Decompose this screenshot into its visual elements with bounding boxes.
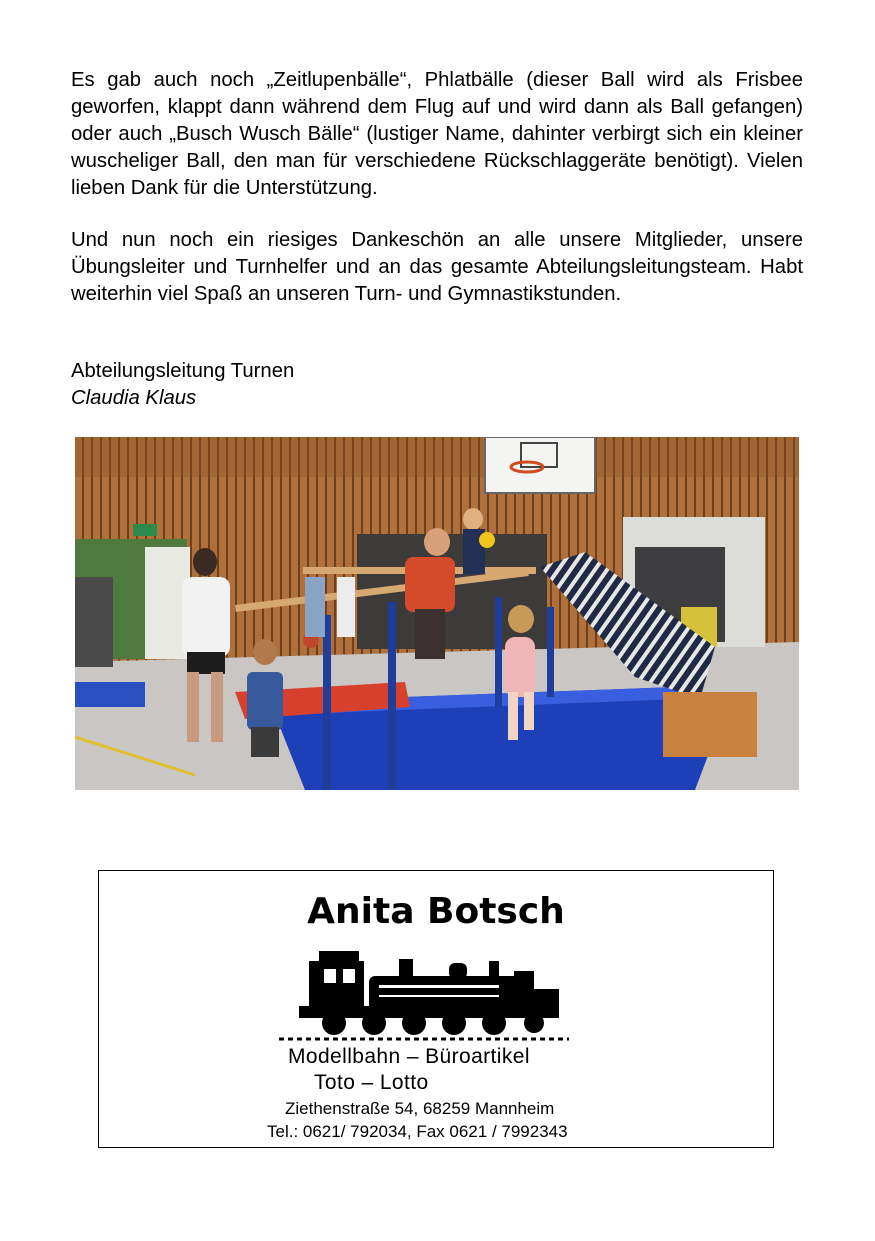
gym-photo [75, 437, 799, 790]
ad-address: Ziethenstraße 54, 68259 Mannheim [285, 1099, 555, 1118]
ad-title: Anita Botsch [307, 891, 565, 932]
steam-locomotive-icon [279, 941, 599, 1041]
ad-lottery-line: Toto – Lotto [314, 1071, 429, 1094]
signature [71, 358, 294, 412]
ad-products-line: Modellbahn – Büroartikel [288, 1045, 530, 1068]
signature-name: Claudia Klaus [71, 387, 197, 409]
advertisement-box [98, 870, 774, 1148]
signature-role: Abteilungsleitung Turnen [71, 360, 295, 382]
article-paragraph-2: Und nun noch ein riesiges Dankeschön an alle unsere Mitglieder, unsere Übungsleiter und Turnhelfer und an das gesamte Abteilungsleitungsteam. Habt weiterhin viel Spaß an unseren Turn- und Gymnastikstunden. [71, 229, 803, 305]
article-paragraph-1: Es gab auch noch „Zeitlupenbälle“, Phlatbälle (dieser Ball wird als Frisbee geworfen, klappt dann während dem Flug auf und wird dann als Ball gefangen) oder auch „Busch Wusch Bälle“ (lustiger Name, dahinter verbirgt sich ein kleiner wuscheliger Ball, den man für verschiedene Rückschlaggeräte benötigt). Vielen lieben Dank für die Unterstützung. [71, 69, 803, 199]
ad-contact: Tel.: 0621/ 792034, Fax 0621 / 7992343 [267, 1122, 568, 1141]
